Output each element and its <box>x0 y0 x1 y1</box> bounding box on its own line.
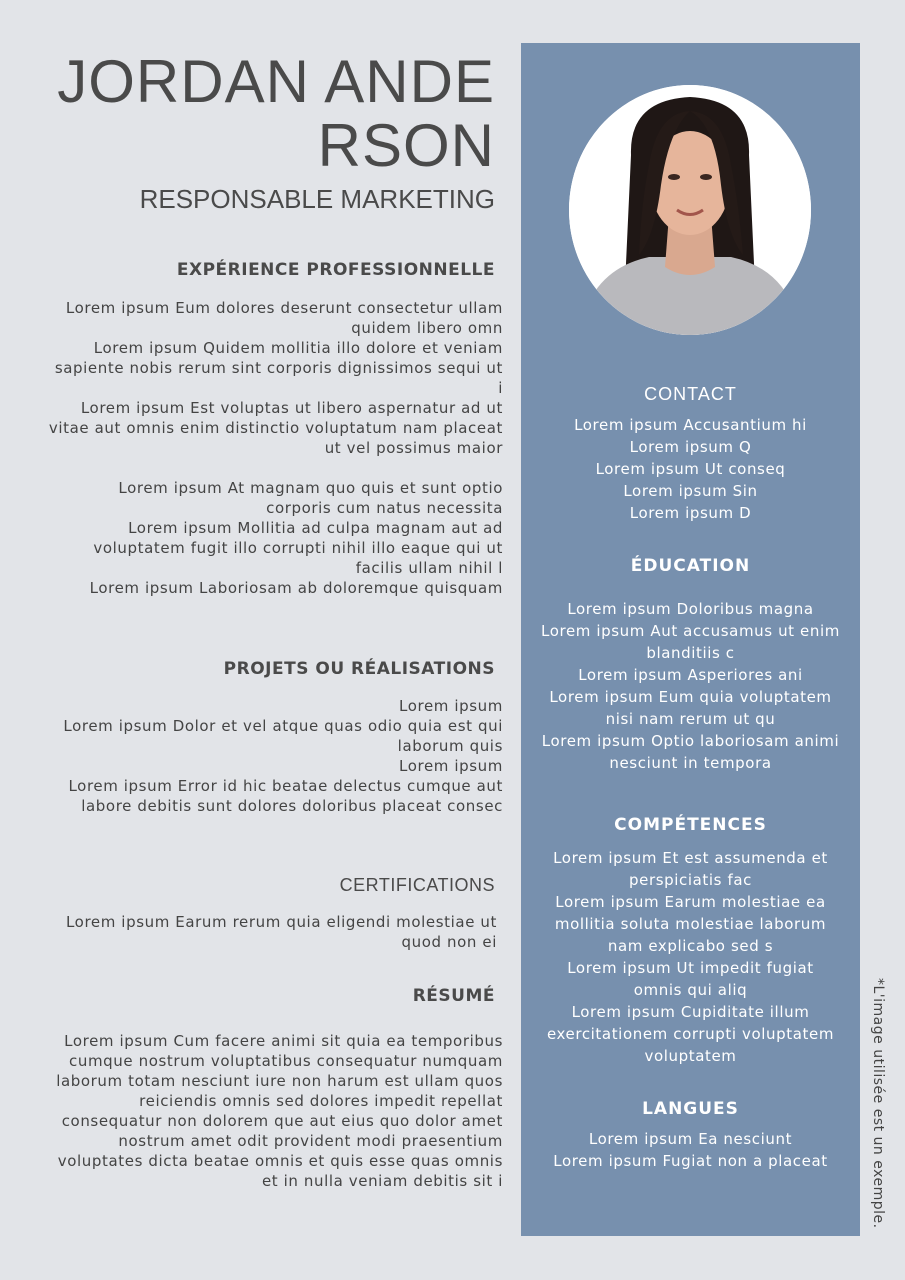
education-list <box>541 598 840 774</box>
language-line: Lorem ipsum Ea nesciunt <box>588 1130 793 1148</box>
projects-text <box>48 696 503 816</box>
skills-heading: COMPÉTENCES <box>614 815 767 835</box>
languages-heading: LANGUES <box>642 1099 739 1119</box>
spacer <box>48 458 503 478</box>
contact-line: Lorem ipsum D <box>629 504 752 522</box>
sidebar-panel <box>521 43 860 1236</box>
summary-heading: RÉSUMÉ <box>412 986 495 1006</box>
experience-item: Lorem ipsum Quidem mollitia illo dolore et veniam sapiente nobis rerum sint corporis dignissimos sequi ut i <box>54 339 503 397</box>
experience-text <box>48 298 503 598</box>
education-line: Lorem ipsum Doloribus magna <box>567 600 814 618</box>
education-heading: ÉDUCATION <box>630 556 751 576</box>
education-line: Lorem ipsum Asperiores ani <box>578 666 803 684</box>
image-disclaimer: *L'image utilisée est un exemple. <box>870 978 886 1229</box>
experience-heading: EXPÉRIENCE PROFESSIONNELLE <box>176 260 495 280</box>
education-line: Lorem ipsum Optio laboriosam animi nesciunt in tempora <box>541 732 840 772</box>
experience-item: Lorem ipsum At magnam quo quis et sunt optio corporis cum natus necessita <box>118 479 503 517</box>
contact-line: Lorem ipsum Q <box>629 438 752 456</box>
contact-list <box>541 414 840 524</box>
experience-item: Lorem ipsum Mollitia ad culpa magnam aut ad voluptatem fugit illo corrupti nihil illo eaque qui ut facilis ullam nihil l <box>93 519 503 577</box>
contact-heading: CONTACT <box>644 384 737 404</box>
project-item: Lorem ipsum <box>399 757 503 775</box>
skill-line: Lorem ipsum Cupiditate illum exercitationem corrupti voluptatem voluptatem <box>546 1003 835 1065</box>
contact-line: Lorem ipsum Ut conseq <box>595 460 786 478</box>
certifications-text <box>47 912 497 952</box>
contact-line: Lorem ipsum Sin <box>623 482 758 500</box>
projects-heading: PROJETS OU RÉALISATIONS <box>223 659 495 679</box>
skill-line: Lorem ipsum Ut impedit fugiat omnis qui aliq <box>567 959 814 999</box>
certifications-heading: CERTIFICATIONS <box>339 875 495 895</box>
language-line: Lorem ipsum Fugiat non a placeat <box>553 1152 828 1170</box>
project-item: Lorem ipsum Error id hic beatae delectus cumque aut labore debitis sunt dolores doloribus placeat consec <box>68 777 503 815</box>
project-item: Lorem ipsum <box>399 697 503 715</box>
education-line: Lorem ipsum Aut accusamus ut enim blanditiis c <box>541 622 840 662</box>
summary-text <box>48 1031 503 1191</box>
portrait-illustration <box>569 85 811 335</box>
languages-list <box>541 1128 840 1172</box>
job-title: RESPONSABLE MARKETING <box>139 184 495 214</box>
certification-item: Lorem ipsum Earum rerum quia eligendi molestiae ut quod non ei <box>65 913 497 951</box>
experience-item: Lorem ipsum Eum dolores deserunt consectetur ullam quidem libero omn <box>65 299 503 337</box>
skills-list <box>541 847 840 1067</box>
profile-photo <box>569 85 811 335</box>
skill-line: Lorem ipsum Earum molestiae ea mollitia soluta molestiae laborum nam explicabo sed s <box>554 893 827 955</box>
experience-item: Lorem ipsum Laboriosam ab doloremque quisquam <box>89 579 503 597</box>
contact-line: Lorem ipsum Accusantium hi <box>574 416 807 434</box>
project-item: Lorem ipsum Dolor et vel atque quas odio quia est qui laborum quis <box>63 717 503 755</box>
education-line: Lorem ipsum Eum quia voluptatem nisi nam rerum ut qu <box>549 688 832 728</box>
experience-item: Lorem ipsum Est voluptas ut libero aspernatur ad ut vitae aut omnis enim distinctio voluptatum nam placeat ut vel possimus maior <box>48 399 503 457</box>
summary-paragraph: Lorem ipsum Cum facere animi sit quia ea temporibus cumque nostrum voluptatibus consequatur numquam laborum totam nesciunt iure non harum est ullam quos reiciendis omnis sed dolores impedit repellat consequatur non dolorem que aut eius quo dolor amet nostrum amet odit provident modi praesentium voluptates dicta beatae omnis et quis esse quas omnis et in nulla veniam debitis sit i <box>56 1032 503 1190</box>
skill-line: Lorem ipsum Et est assumenda et perspiciatis fac <box>553 849 828 889</box>
candidate-name: JORDAN ANDERSON <box>57 48 495 179</box>
